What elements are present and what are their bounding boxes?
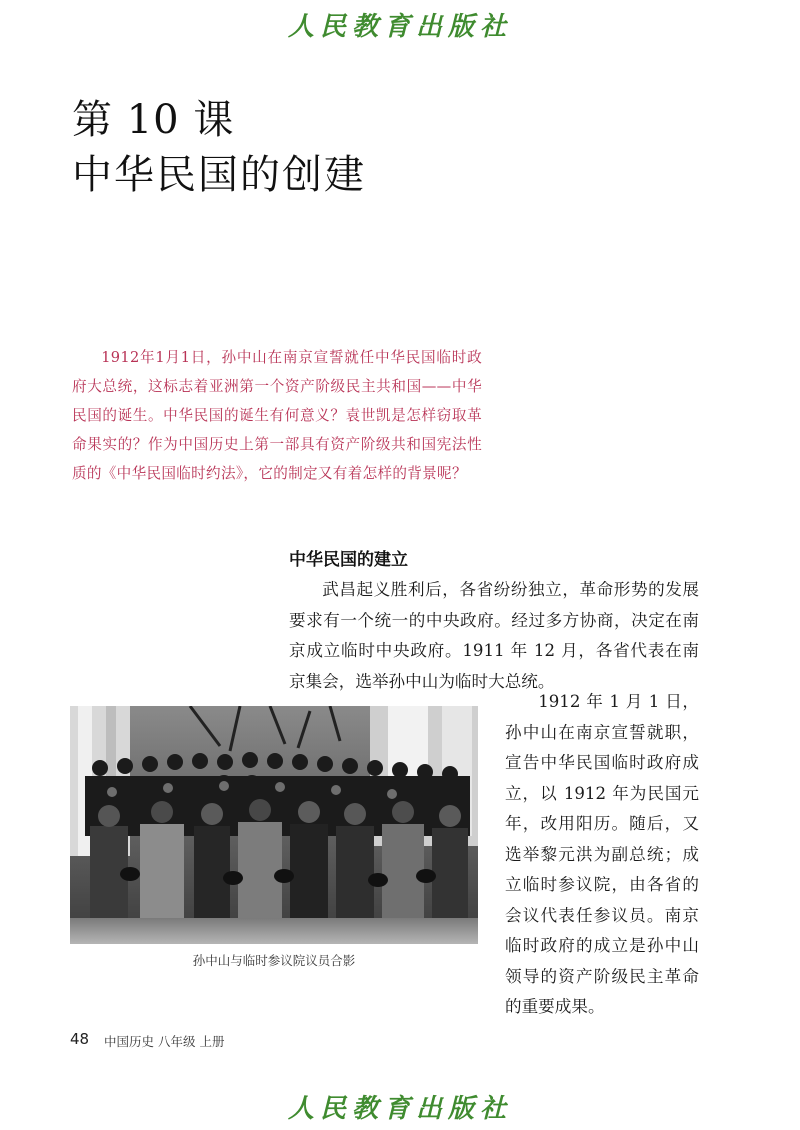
publisher-logo-bottom: 人民教育出版社 [287,1094,512,1124]
lesson-title: 中华民国的创建 [72,152,366,198]
page-number: 48 [70,1030,90,1048]
body-paragraph-2: 1912 年 1 月 1 日，孙中山在南京宣誓就职，宣告中华民国临时政府成立，以 1912 年为民国元年，改用阳历。随后，又选举黎元洪为副总统；成立临时参议院，由各省的会议代表任参议员。南京临时政府的成立是孙中山领导的资产阶级民主革命的重要成果。 [505,692,699,1016]
section-heading: 中华民国的建立 [289,550,408,570]
publisher-logo-top: 人民教育出版社 [287,12,512,42]
intro-paragraph: 1912年1月1日，孙中山在南京宣誓就任中华民国临时政府大总统，这标志着亚洲第一个资产阶级民主共和国——中华民国的诞生。中华民国的诞生有何意义？袁世凯是怎样窃取革命果实的？作为中国历史上第一部具有资产阶级共和国宪法性质的《中华民国临时约法》，它的制定又有着怎样的背景呢？ [72,349,482,482]
body-paragraph-1: 武昌起义胜利后，各省纷纷独立，革命形势的发展要求有一个统一的中央政府。经过多方协商，决定在南京成立临时中央政府。1911 年 12 月，各省代表在南京集会，选举孙中山为临时大总统。 [289,580,699,691]
group-photo-image [70,706,478,944]
lesson-number: 第 10 课 [72,97,235,143]
photo-caption: 孙中山与临时参议院议员合影 [192,953,356,968]
group-photo [70,706,478,944]
book-title: 中国历史 八年级 上册 [104,1034,225,1049]
